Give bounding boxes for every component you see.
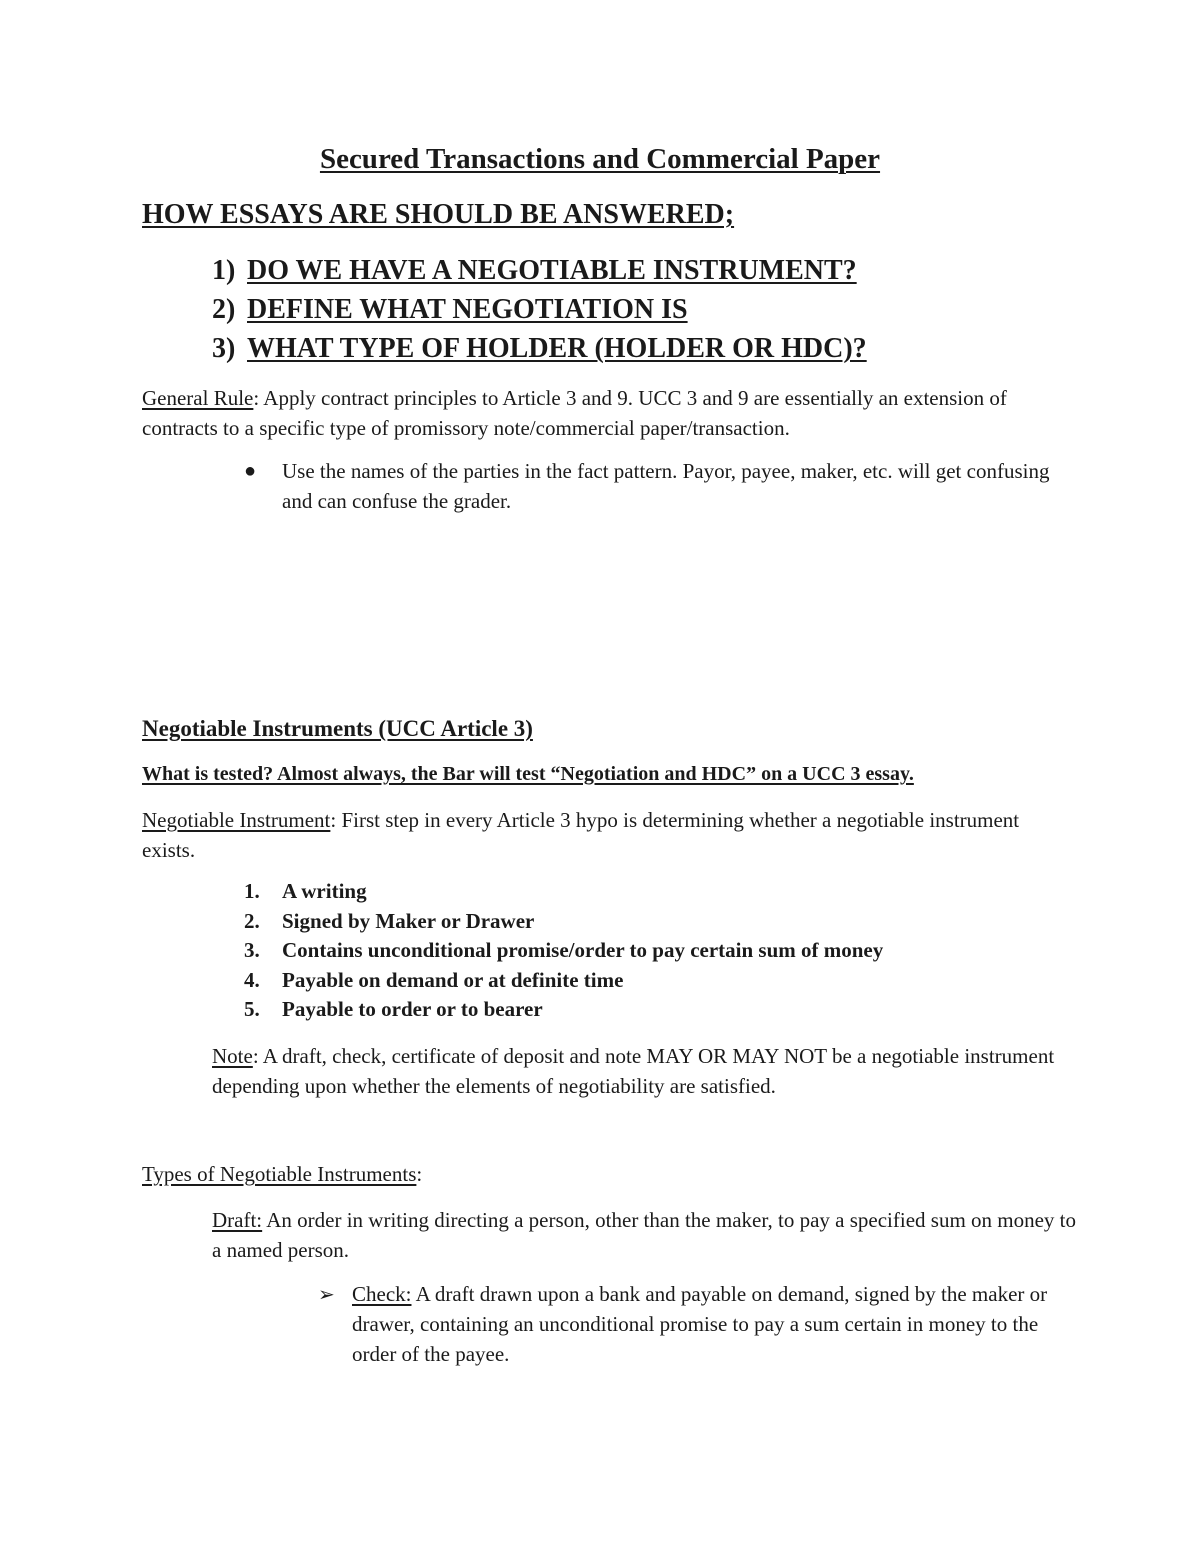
section-title-text: Negotiable Instruments (UCC Article 3) [142,716,533,741]
section-title [142,713,533,745]
draft-paragraph [212,1205,1082,1265]
bullet-paragraph [282,456,1072,516]
question-text: DO WE HAVE A NEGOTIABLE INSTRUMENT? [247,255,857,286]
element-item [244,966,883,996]
document-title-text: Secured Transactions and Commercial Paper [319,143,881,175]
question-item [212,329,867,368]
element-text: Signed by Maker or Drawer [282,908,535,933]
element-item [244,907,883,937]
negotiable-instrument-text: : First step in every Article 3 hypo is determining whether a negotiable instrument exists. [142,808,1020,862]
element-item [244,877,883,907]
general-rule-label: General Rule [142,386,254,410]
question-item [212,251,867,290]
section-subtitle [142,760,914,788]
question-item [212,290,867,329]
element-number: 1. [244,879,260,903]
element-number: 5. [244,997,260,1021]
element-number: 3. [244,938,260,962]
types-label: Types of Negotiable Instruments [142,1162,417,1186]
question-text: DEFINE WHAT NEGOTIATION IS [247,294,688,325]
element-item [244,995,883,1025]
note-text: : A draft, check, certificate of deposit and note MAY OR MAY NOT be a negotiable instrument depending upon whether the elements of negotiability are satisfied. [212,1044,1055,1098]
check-label: Check: [352,1282,412,1306]
essay-heading-text: HOW ESSAYS ARE SHOULD BE ANSWERED; [142,199,735,230]
note-paragraph [212,1041,1072,1101]
document-title [0,141,1200,177]
element-text: Contains unconditional promise/order to pay certain sum of money [282,938,884,962]
bullet-dot-icon: ● [244,460,257,482]
check-paragraph [352,1279,1072,1369]
element-text: Payable on demand or at definite time [282,967,624,992]
element-number: 2. [244,908,260,933]
question-number: 1) [212,255,236,286]
negotiable-instrument-label: Negotiable Instrument [142,808,331,832]
negotiable-instrument-paragraph [142,805,1042,865]
negotiability-elements-list [244,877,883,1025]
essay-questions-list [212,251,867,368]
element-item [244,936,883,966]
essay-heading [142,197,734,233]
types-colon: : [416,1162,423,1186]
question-text: WHAT TYPE OF HOLDER (HOLDER OR HDC)? [247,333,867,364]
draft-label: Draft: [212,1208,263,1232]
element-number: 4. [244,967,260,992]
note-label: Note [212,1044,253,1068]
question-number: 2) [212,294,236,325]
question-number: 3) [212,333,236,364]
element-text: A writing [282,879,367,903]
types-heading [142,1159,742,1189]
element-text: Payable to order or to bearer [282,997,543,1021]
check-text: A draft drawn upon a bank and payable on demand, signed by the maker or drawer, containing an unconditional promise to pay a sum certain in money to the order of the payee. [352,1282,1048,1366]
bullet-text: Use the names of the parties in the fact pattern. Payor, payee, maker, etc. will get confusing and can confuse the grader. [282,459,1050,513]
arrow-bullet-icon: ➢ [318,1282,335,1306]
draft-text: An order in writing directing a person, other than the maker, to pay a specified sum on money to a named person. [212,1208,1077,1262]
general-rule-paragraph [142,383,1042,443]
general-rule-text: : Apply contract principles to Article 3 and 9. UCC 3 and 9 are essentially an extension of contracts to a specific type of promissory note/commercial paper/transaction. [142,386,1007,440]
section-subtitle-text: What is tested? Almost always, the Bar will test “Negotiation and HDC” on a UCC 3 essay. [142,763,914,785]
